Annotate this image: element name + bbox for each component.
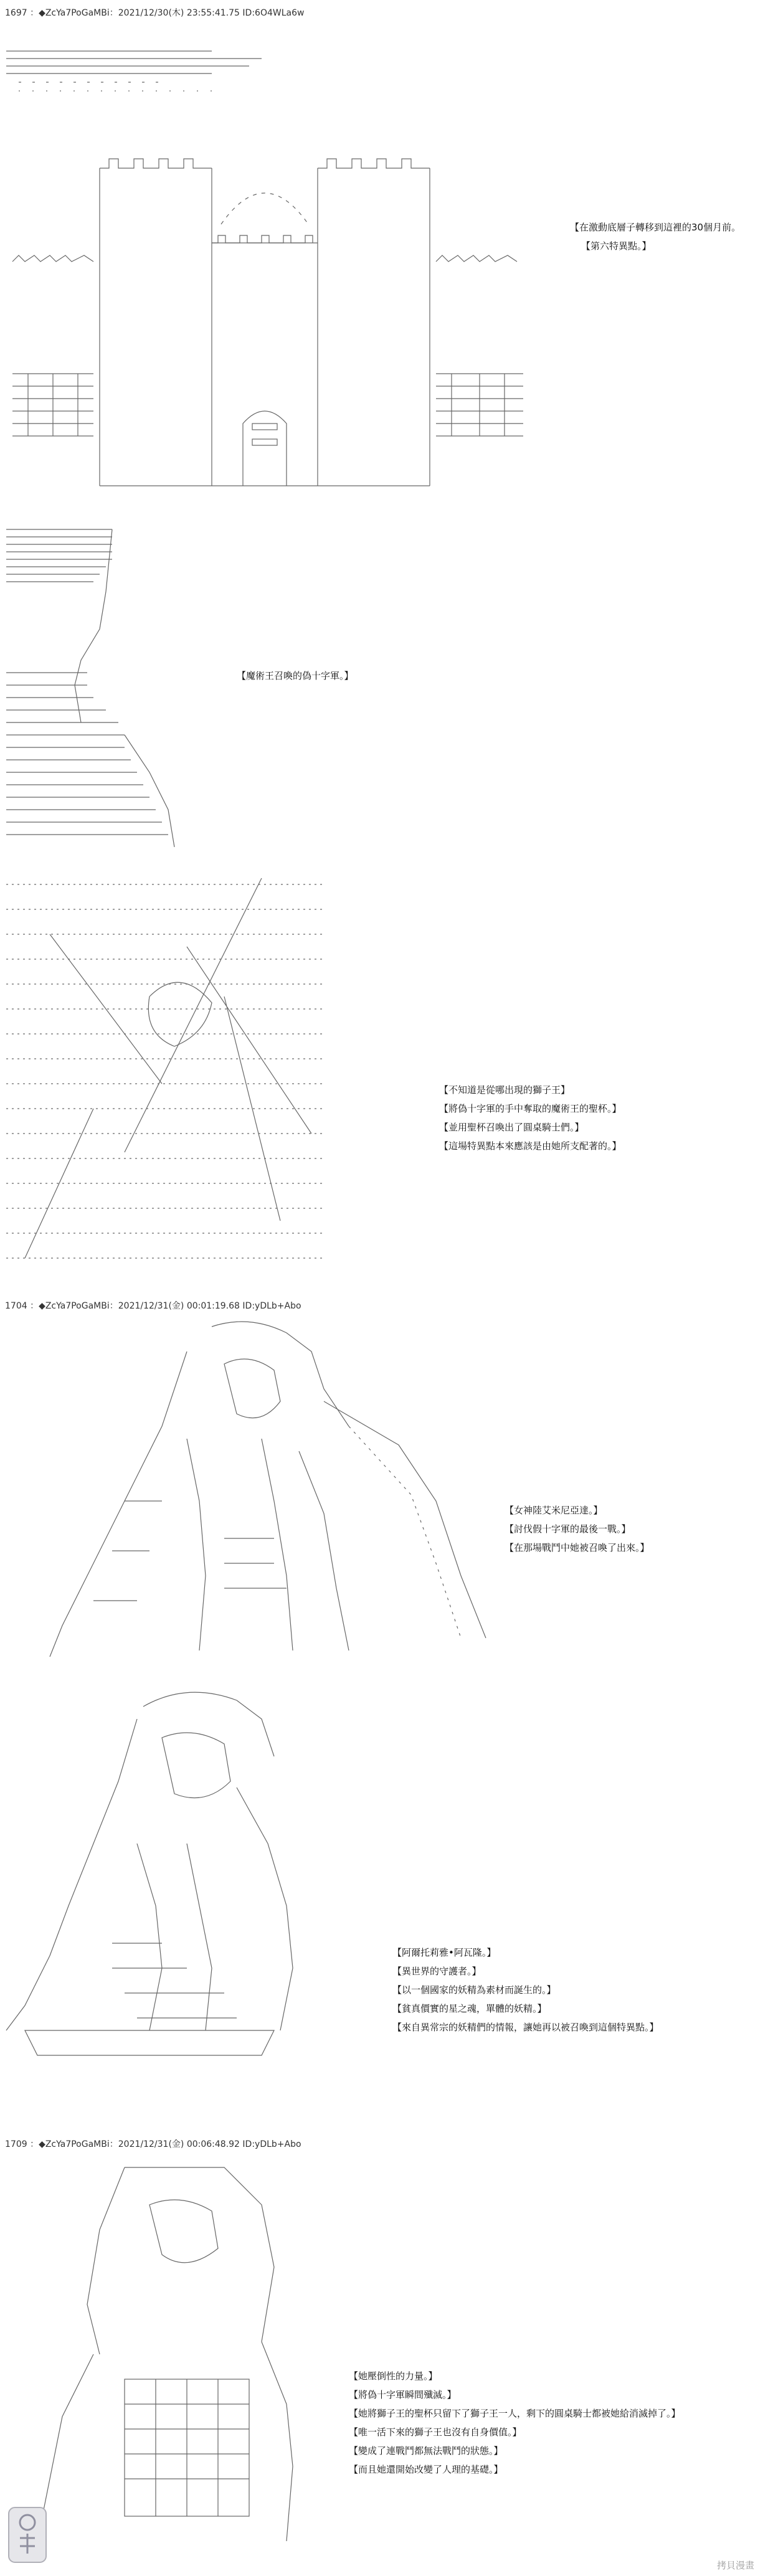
crusader-army-ascii-art: [0, 523, 262, 859]
caption-block: [570, 218, 741, 255]
caption-line: 【魔術王召喚的偽十字軍。】: [237, 670, 354, 681]
post-header: 1709 ：◆ZcYa7PoGaMBi：2021/12/31(金) 00:06:48.92 ID:yDLb+Abo: [5, 2139, 301, 2149]
avalon-ascii-art: [0, 1682, 386, 2118]
caption-line: 【在激動底層子轉移到這裡的30個月前。: [570, 222, 741, 233]
castle-ascii-art: [0, 37, 763, 498]
caption-line: 【阿爾托莉雅•阿瓦隆。】: [392, 1947, 496, 1958]
left-brick-wall: [12, 374, 93, 436]
caption-line: 【將偽十字軍的手中奪取的魔術王的聖杯。】: [439, 1103, 622, 1114]
caption-line: 【並用聖杯召喚出了圓桌騎士們。】: [439, 1122, 584, 1133]
caption-line: 【討伐假十字軍的最後一戰。】: [505, 1523, 631, 1535]
caption-line: 【變成了連戰鬥都無法戰鬥的狀態。】: [349, 2445, 503, 2456]
caption-block: [349, 2367, 681, 2479]
caption-line: 【唯一活下來的獅子王也沒有自身價值。】: [349, 2427, 522, 2438]
right-brick-wall: [436, 374, 523, 436]
site-mark: 拷貝漫畫: [716, 2560, 754, 2571]
caption-line: 【異世界的守護者。】: [392, 1966, 481, 1977]
post-header: 1704 ：◆ZcYa7PoGaMBi：2021/12/31(金) 00:01:19.68 ID:yDLb+Abo: [5, 1301, 301, 1311]
ascii-noise-rows: [6, 51, 262, 91]
post-header: 1697 ：◆ZcYa7PoGaMBi：2021/12/30(木) 23:55:41.75 ID:6O4WLa6w: [5, 8, 305, 18]
caption-line: 【來自異常宗的妖精們的情報，讓她再以被召喚到這個特異點。】: [392, 2022, 659, 2033]
caption-block: [439, 1081, 622, 1155]
caption-block: [505, 1501, 650, 1557]
caption-line: 【在那場戰鬥中她被召喚了出來。】: [505, 1542, 650, 1553]
caption-line: 【女神陸艾米尼亞達。】: [505, 1505, 603, 1516]
caption-line: 【這場特異點本來應該是由她所支配著的。】: [439, 1140, 622, 1152]
caption-line: 【第六特異點。】: [581, 240, 652, 252]
caption-line: 【以一個國家的妖精為素材而誕生的。】: [392, 1984, 556, 1996]
caption-line: 【她將獅子王的聖杯只留下了獅子王一人，剩下的圓桌騎士都被她給消滅掉了。】: [349, 2408, 681, 2419]
caption-line: 【她壓倒性的力量。】: [349, 2370, 438, 2382]
caption-line: 【而且她還開始改變了人理的基礎。】: [349, 2464, 503, 2475]
caption-line: 【將偽十字軍瞬間殲滅。】: [349, 2389, 457, 2400]
battle-ascii-art: [0, 872, 349, 1295]
caption-line: 【不知道是從哪出現的獅子王】: [439, 1084, 571, 1096]
goddess-ascii-art: [0, 1314, 511, 1663]
caption-block: [392, 1943, 659, 2037]
caption-block: [237, 666, 354, 685]
caption-line: 【貧真價實的星之魂，單體的妖精。】: [392, 2003, 547, 2014]
site-watermark-logo: [4, 2504, 54, 2566]
